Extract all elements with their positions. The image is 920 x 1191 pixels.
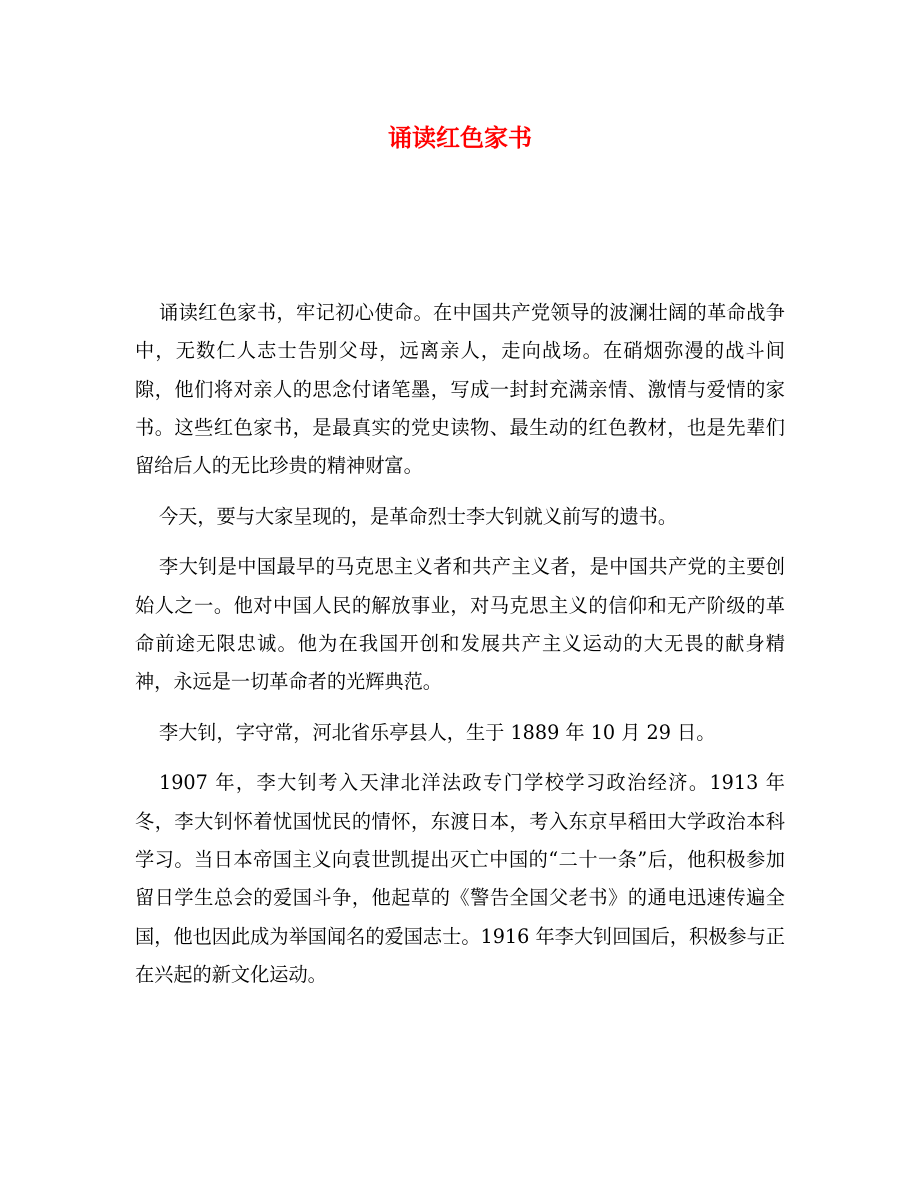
paragraph-intro: 诵读红色家书，牢记初心使命。在中国共产党领导的波澜壮阔的革命战争中，无数仁人志士告别父母，远离亲人，走向战场。在硝烟弥漫的战斗间隙，他们将对亲人的思念付诸笔墨，写成一封封充满亲情、激情与爱情的家书。这些红色家书，是最真实的党史读物、最生动的红色教材，也是先辈们留给后人的无比珍贵的精神财富。 xyxy=(135,301,785,478)
document-body xyxy=(135,294,785,1007)
paragraph-li-dazhao-birth: 李大钊，字守常，河北省乐亭县人，生于 1889 年 10 月 29 日。 xyxy=(159,720,716,744)
document-title: 诵读红色家书 xyxy=(388,123,532,152)
paragraph-li-dazhao-career: 1907 年，李大钊考入天津北洋法政专门学校学习政治经济。1913 年冬，李大钊怀着忧国忧民的情怀，东渡日本，考入东京早稻田大学政治本科学习。当日本帝国主义向袁世凯提出灭亡中国的“二十一条”后，他积极参加留日学生总会的爱国斗争，他起草的《警告全国父老书》的通电迅速传遍全国，他也因此成为举国闻名的爱国志士。1916 年李大钊回国后，积极参与正在兴起的新文化运动。 xyxy=(135,771,785,986)
paragraph-li-dazhao-role: 李大钊是中国最早的马克思主义者和共产主义者，是中国共产党的主要创始人之一。他对中国人民的解放事业，对马克思主义的信仰和无产阶级的革命前途无限忠诚。他为在我国开创和发展共产主义运动的大无畏的献身精神，永远是一切革命者的光辉典范。 xyxy=(135,555,785,694)
paragraph-today: 今天，要与大家呈现的，是革命烈士李大钊就义前写的遗书。 xyxy=(159,504,678,528)
